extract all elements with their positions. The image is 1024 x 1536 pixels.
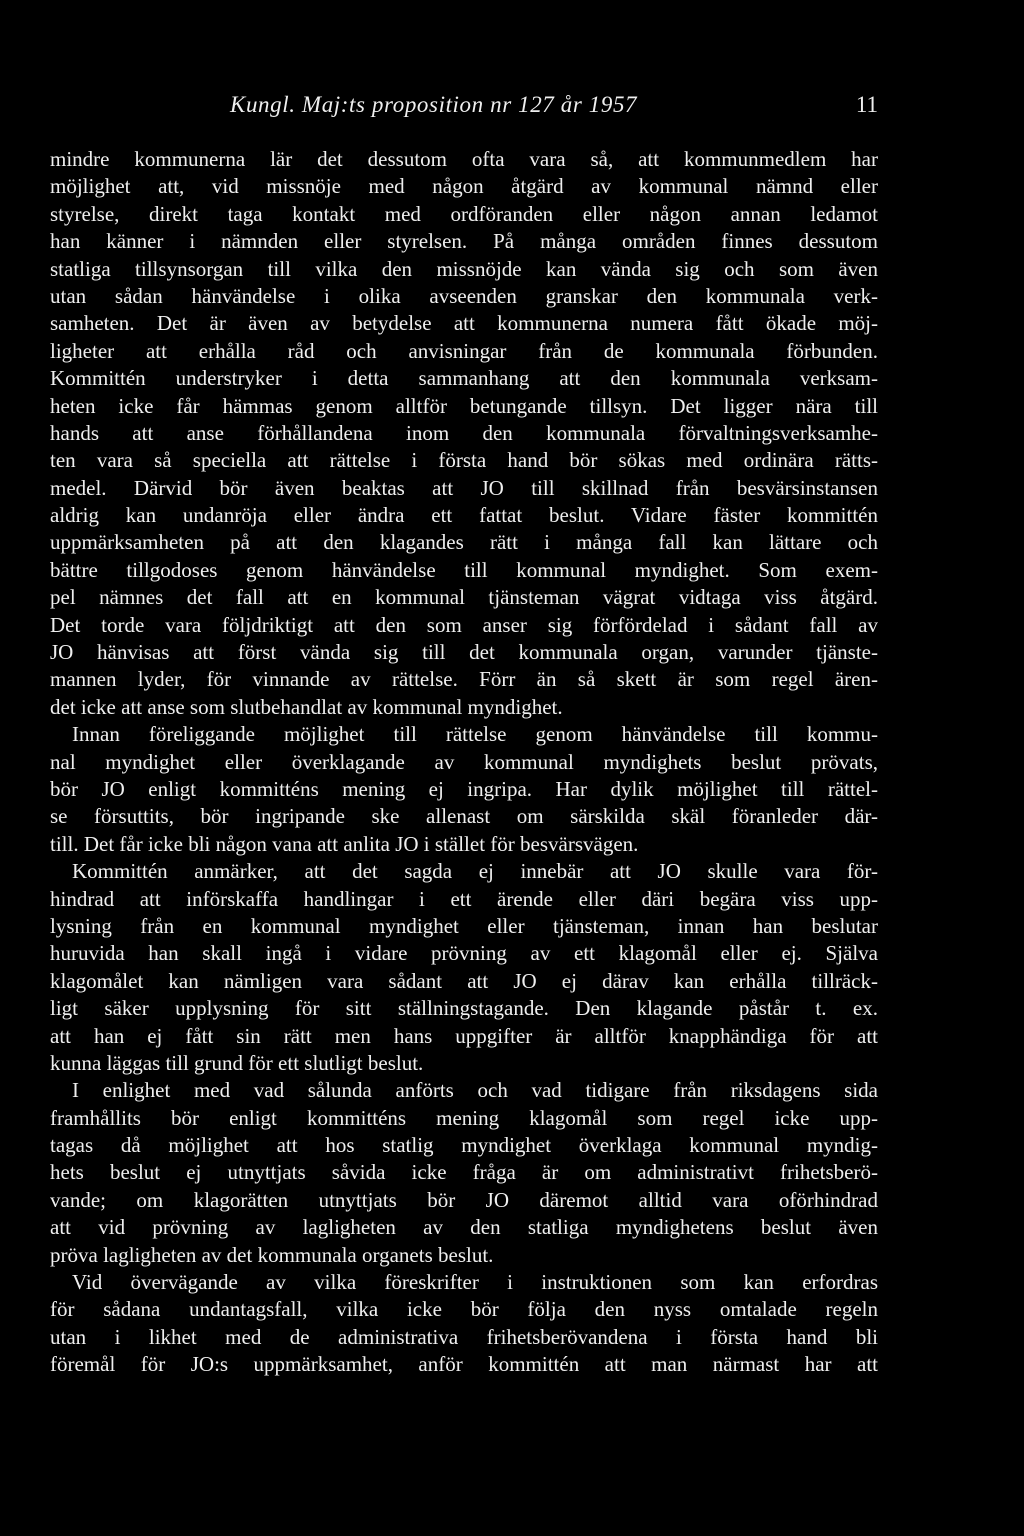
- text-line: aldrig kan undanröja eller ändra ett fattat beslut. Vidare fäster kommittén: [50, 503, 878, 528]
- text-line: det icke att anse som slutbehandlat av kommunal myndighet.: [50, 694, 563, 719]
- text-line: mindre kommunerna lär det dessutom ofta vara så, att kommunmedlem har: [50, 147, 878, 171]
- text-line: han känner i nämnden eller styrelsen. På många områden finnes dessutom: [50, 229, 878, 254]
- text-line: lysning från en kommunal myndighet eller tjänsteman, innan han beslutar: [50, 913, 878, 938]
- text-line: styrelse, direkt taga kontakt med ordföranden eller någon annan ledamot: [50, 201, 878, 226]
- text-line: att han ej fått sin rätt men hans uppgifter är alltför knapphändiga för att: [50, 1023, 878, 1048]
- text-line: Kommittén anmärker, att det sagda ej innebär att JO skulle vara för-: [72, 859, 878, 884]
- running-title: Kungl. Maj:ts proposition nr 127 år 1957: [230, 92, 638, 117]
- text-line: möjlighet att, vid missnöje med någon åtgärd av kommunal nämnd eller: [50, 174, 878, 199]
- text-line: kunna läggas till grund för ett slutligt beslut.: [50, 1050, 424, 1075]
- body-text: [50, 146, 878, 1379]
- page-header: [50, 92, 878, 126]
- text-line: statliga tillsynsorgan till vilka den missnöjde kan vända sig och som även: [50, 256, 878, 281]
- text-line: pel nämnes det fall att en kommunal tjänsteman vägrat vidtaga viss åtgärd.: [50, 585, 878, 610]
- text-line: pröva lagligheten av det kommunala organets beslut.: [50, 1242, 494, 1267]
- text-line: heten icke får hämmas genom alltför betungande tillsyn. Det ligger nära till: [50, 393, 878, 418]
- text-line: framhållits bör enligt kommitténs mening klagomål som regel icke upp-: [50, 1105, 878, 1130]
- text-line: ligheter att erhålla råd och anvisningar från de kommunala förbunden.: [50, 338, 878, 363]
- text-line: Innan föreliggande möjlighet till rättelse genom hänvändelse till kommu-: [72, 722, 878, 747]
- text-line: tagas då möjlighet att hos statlig myndighet överklaga kommunal myndig-: [50, 1133, 878, 1158]
- text-line: utan i likhet med de administrativa frihetsberövandena i första hand bli: [50, 1324, 878, 1349]
- text-line: hindrad att införskaffa handlingar i ett ärende eller däri begära viss upp-: [50, 886, 878, 911]
- text-line: medel. Därvid bör även beaktas att JO till skillnad från besvärsinstansen: [50, 475, 878, 500]
- text-line: uppmärksamheten på att den klagandes rätt i många fall kan lättare och: [50, 530, 878, 555]
- text-line: Det torde vara följdriktigt att den som anser sig förfördelad i sådant fall av: [50, 612, 878, 637]
- text-line: mannen lyder, för vinnande av rättelse. Förr än så skett är som regel ären-: [50, 667, 878, 692]
- text-line: hets beslut ej utnyttjats såvida icke fråga är om administrativt frihetsberö-: [50, 1160, 878, 1185]
- text-line: samheten. Det är även av betydelse att kommunerna numera fått ökade möj-: [50, 311, 878, 336]
- text-line: JO hänvisas att först vända sig till det kommunala organ, varunder tjänste-: [50, 640, 878, 665]
- text-line: att vid prövning av lagligheten av den statliga myndighetens beslut även: [50, 1215, 878, 1240]
- text-line: bättre tillgodoses genom hänvändelse till kommunal myndighet. Som exem-: [50, 557, 878, 582]
- text-line: ligt säker upplysning för sitt ställningstagande. Den klagande påstår t. ex.: [50, 996, 878, 1021]
- text-line: vande; om klagorätten utnyttjats bör JO däremot alltid vara oförhindrad: [50, 1187, 878, 1212]
- text-line: huruvida han skall ingå i vidare prövning av ett klagomål eller ej. Själva: [50, 941, 878, 966]
- text-line: utan sådan hänvändelse i olika avseenden granskar den kommunala verk-: [50, 283, 878, 308]
- text-line: nal myndighet eller överklagande av kommunal myndighets beslut prövats,: [50, 749, 878, 774]
- text-line: I enlighet med vad sålunda anförts och vad tidigare från riksdagens sida: [72, 1078, 878, 1103]
- text-line: bör JO enligt kommitténs mening ej ingripa. Har dylik möjlighet till rättel-: [50, 776, 878, 801]
- text-line: klagomålet kan nämligen vara sådant att JO ej därav kan erhålla tillräck-: [50, 968, 878, 993]
- text-line: Vid övervägande av vilka föreskrifter i instruktionen som kan erfordras: [72, 1270, 878, 1295]
- text-line: föremål för JO:s uppmärksamhet, anför kommittén att man närmast har att: [50, 1352, 878, 1377]
- text-line: se försuttits, bör ingripande ske allenast om särskilda skäl föranleder där-: [50, 804, 878, 829]
- text-line: hands att anse förhållandena inom den kommunala förvaltningsverksamhe-: [50, 420, 878, 445]
- text-line: för sådana undantagsfall, vilka icke bör följa den nyss omtalade regeln: [50, 1297, 878, 1322]
- text-line: Kommittén understryker i detta sammanhang att den kommunala verksam-: [50, 366, 878, 391]
- page-number: 11: [855, 92, 878, 117]
- text-line: till. Det får icke bli någon vana att anlita JO i stället för besvärsvägen.: [50, 831, 639, 856]
- text-line: ten vara så speciella att rättelse i första hand bör sökas med ordinära rätts-: [50, 448, 878, 473]
